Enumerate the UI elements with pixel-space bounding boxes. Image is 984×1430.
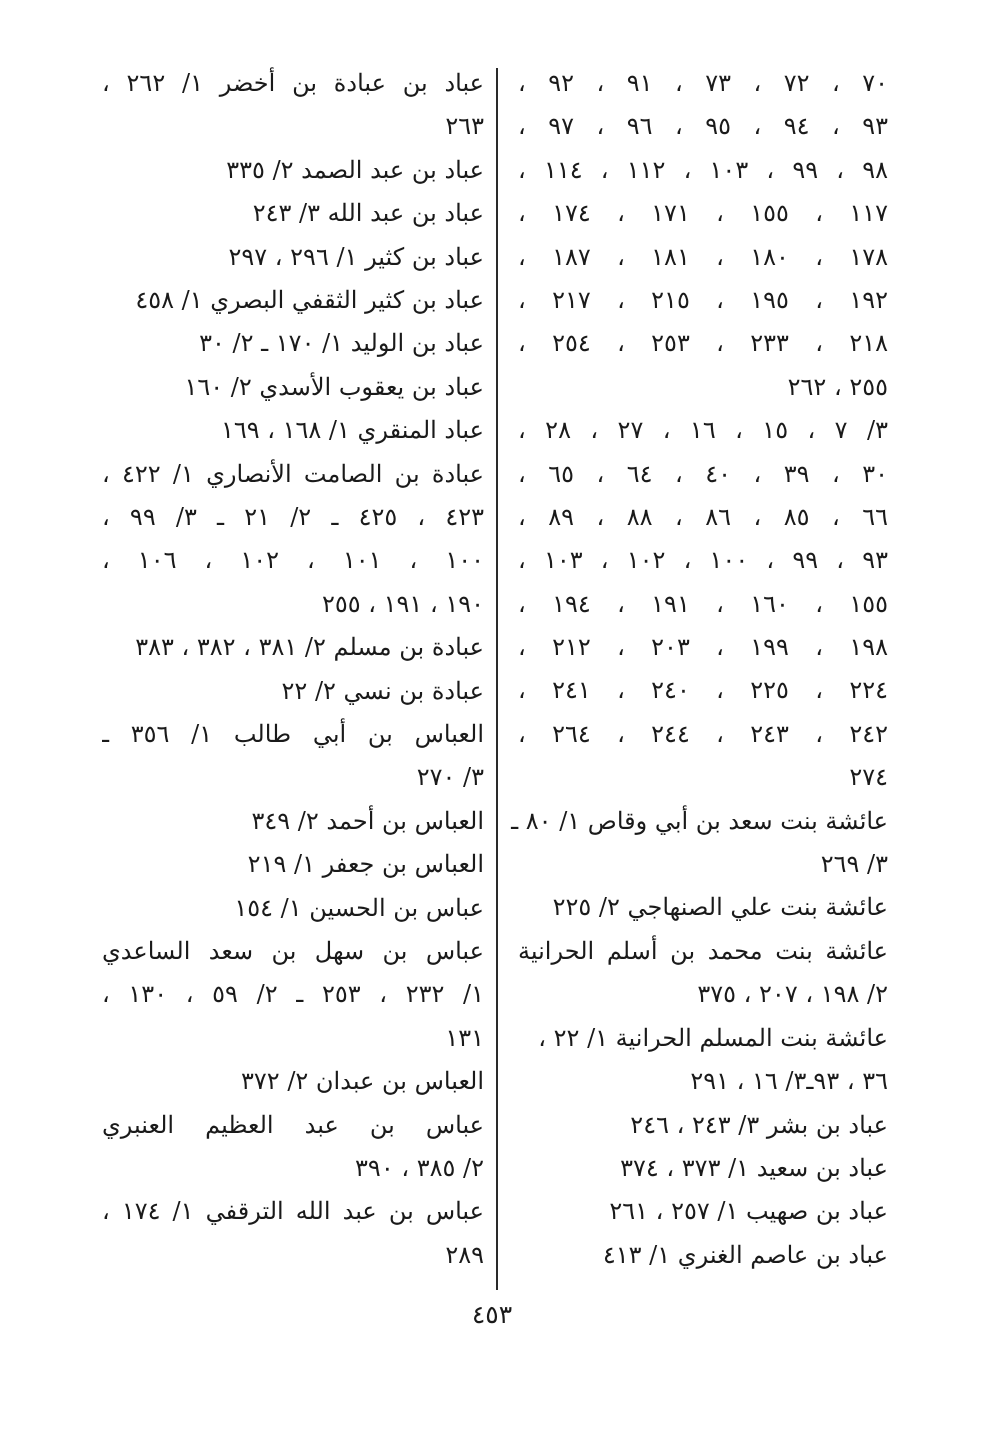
index-entry-line: ٣٦ ، ٩٣ـ٣/ ١٦ ، ٢٩١ bbox=[690, 1067, 888, 1096]
index-entry-line: ١٠٠ ، ١٠١ ، ١٠٢ ، ١٠٦ ، bbox=[102, 546, 484, 575]
index-entry-line: ٣/ ٢٧٠ bbox=[416, 763, 484, 792]
index-entry-line: ٢٨٩ bbox=[445, 1240, 484, 1269]
index-entry-line: ٣/ ٧ ، ١٥ ، ١٦ ، ٢٧ ، ٢٨ ، bbox=[518, 416, 888, 445]
index-entry-line: ٩٨ ، ٩٩ ، ١٠٣ ، ١١٢ ، ١١٤ ، bbox=[518, 155, 888, 184]
index-entry-line: عبادة بن نسي ٢/ ٢٢ bbox=[281, 676, 484, 705]
index-entry-line: عباد بن عبد الصمد ٢/ ٣٣٥ bbox=[226, 155, 484, 184]
index-entry-line: ١٧٨ ، ١٨٠ ، ١٨١ ، ١٨٧ ، bbox=[518, 242, 888, 271]
index-entry-line: عائشة بنت محمد بن أسلم الحرانية bbox=[518, 936, 888, 965]
index-entry-line: عباد بن كثير الثقفي البصري ١/ ٤٥٨ bbox=[135, 286, 484, 315]
index-entry-line: عباد المنقري ١/ ١٦٨ ، ١٦٩ bbox=[220, 416, 484, 445]
index-entry-line: ١/ ٢٣٢ ، ٢٥٣ ـ ٢/ ٥٩ ، ١٣٠ ، bbox=[102, 980, 484, 1009]
index-entry-line: عباد بن عبادة بن أخضر ١/ ٢٦٢ ، bbox=[102, 69, 484, 97]
index-entry-line: ٢٤٢ ، ٢٤٣ ، ٢٤٤ ، ٢٦٤ ، bbox=[518, 719, 888, 748]
index-entry-line: عباد بن بشر ٣/ ٢٤٣ ، ٢٤٦ bbox=[630, 1110, 888, 1139]
page-number: ٤٥٣ bbox=[471, 1300, 513, 1329]
index-entry-line: عباد بن عاصم الغنري ١/ ٤١٣ bbox=[602, 1240, 888, 1269]
index-entry-line: عباد بن سعيد ١/ ٣٧٣ ، ٣٧٤ bbox=[620, 1153, 888, 1182]
index-column-left bbox=[102, 62, 484, 1277]
index-entry-line: ٩٣ ، ٩٤ ، ٩٥ ، ٩٦ ، ٩٧ ، bbox=[518, 112, 888, 141]
index-entry-line: ٢/ ١٩٨ ، ٢٠٧ ، ٣٧٥ bbox=[697, 980, 888, 1009]
index-entry-line: ٢٦٣ bbox=[445, 112, 484, 141]
index-entry-line: ٣٠ ، ٣٩ ، ٤٠ ، ٦٤ ، ٦٥ ، bbox=[518, 459, 888, 488]
column-divider bbox=[496, 68, 498, 1290]
index-entry-line: ٢٢٤ ، ٢٢٥ ، ٢٤٠ ، ٢٤١ ، bbox=[518, 676, 888, 705]
index-entry-line: عباد بن كثير ١/ ٢٩٦ ، ٢٩٧ bbox=[228, 242, 484, 271]
index-entry-line: ٢٥٥ ، ٢٦٢ bbox=[787, 372, 888, 401]
index-entry-line: العباس بن أبي طالب ١/ ٣٥٦ ـ bbox=[102, 720, 484, 749]
index-entry-line: ١٩٢ ، ١٩٥ ، ٢١٥ ، ٢١٧ ، bbox=[518, 285, 888, 314]
index-entry-line: ٧٠ ، ٧٢ ، ٧٣ ، ٩١ ، ٩٢ ، bbox=[518, 69, 888, 97]
index-entry-line: ١٥٥ ، ١٦٠ ، ١٩١ ، ١٩٤ ، bbox=[518, 589, 888, 618]
index-entry-line: ٢١٨ ، ٢٣٣ ، ٢٥٣ ، ٢٥٤ ، bbox=[518, 329, 888, 358]
index-column-right bbox=[511, 62, 888, 1277]
index-entry-line: ٦٦ ، ٨٥ ، ٨٦ ، ٨٨ ، ٨٩ ، bbox=[518, 502, 888, 531]
index-entry-line: ٩٣ ، ٩٩ ، ١٠٠ ، ١٠٢ ، ١٠٣ ، bbox=[518, 546, 888, 575]
index-entry-line: ١٩٠ ، ١٩١ ، ٢٥٥ bbox=[321, 589, 484, 618]
index-entry-line: عباد بن يعقوب الأسدي ٢/ ١٦٠ bbox=[184, 372, 484, 401]
index-entry-line: عباد بن صهيب ١/ ٢٥٧ ، ٢٦١ bbox=[609, 1197, 888, 1226]
index-entry-line: عائشة بنت علي الصنهاجي ٢/ ٢٢٥ bbox=[552, 893, 888, 922]
index-entry-line: عبادة بن الصامت الأنصاري ١/ ٤٢٢ ، bbox=[102, 459, 484, 488]
index-entry-line: العباس بن أحمد ٢/ ٣٤٩ bbox=[251, 806, 484, 835]
index-entry-line: عائشة بنت سعد بن أبي وقاص ١/ ٨٠ ـ bbox=[511, 806, 888, 835]
index-entry-line: العباس بن جعفر ١/ ٢١٩ bbox=[247, 850, 484, 879]
index-entry-line: ١١٧ ، ١٥٥ ، ١٧١ ، ١٧٤ ، bbox=[518, 199, 888, 228]
index-entry-line: ٢/ ٣٨٥ ، ٣٩٠ bbox=[355, 1154, 484, 1183]
index-entry-line: عباس بن عبد الله الترقفي ١/ ١٧٤ ، bbox=[102, 1197, 484, 1226]
index-entry-line: عباس بن سهل بن سعد الساعدي bbox=[102, 937, 484, 966]
index-entry-line: ٢٧٤ bbox=[849, 763, 888, 792]
index-entry-line: عباس بن الحسين ١/ ١٥٤ bbox=[234, 893, 484, 922]
index-entry-line: ٣/ ٢٦٩ bbox=[820, 850, 888, 879]
index-entry-line: عائشة بنت المسلم الحرانية ١/ ٢٢ ، bbox=[538, 1023, 888, 1052]
index-entry-line: عباد بن الوليد ١/ ١٧٠ ـ ٢/ ٣٠ bbox=[199, 329, 484, 358]
index-entry-line: ١٣١ bbox=[445, 1023, 484, 1052]
index-entry-line: عبادة بن مسلم ٢/ ٣٨١ ، ٣٨٢ ، ٣٨٣ bbox=[135, 633, 484, 662]
index-entry-line: عباد بن عبد الله ٣/ ٢٤٣ bbox=[252, 199, 484, 228]
index-entry-line: عباس بن عبد العظيم العنبري bbox=[102, 1110, 484, 1139]
index-entry-line: العباس بن عبدان ٢/ ٣٧٢ bbox=[241, 1067, 484, 1096]
index-entry-line: ١٩٨ ، ١٩٩ ، ٢٠٣ ، ٢١٢ ، bbox=[518, 633, 888, 662]
index-entry-line: ٤٢٣ ، ٤٢٥ ـ ٢/ ٢١ ـ ٣/ ٩٩ ، bbox=[102, 503, 484, 532]
